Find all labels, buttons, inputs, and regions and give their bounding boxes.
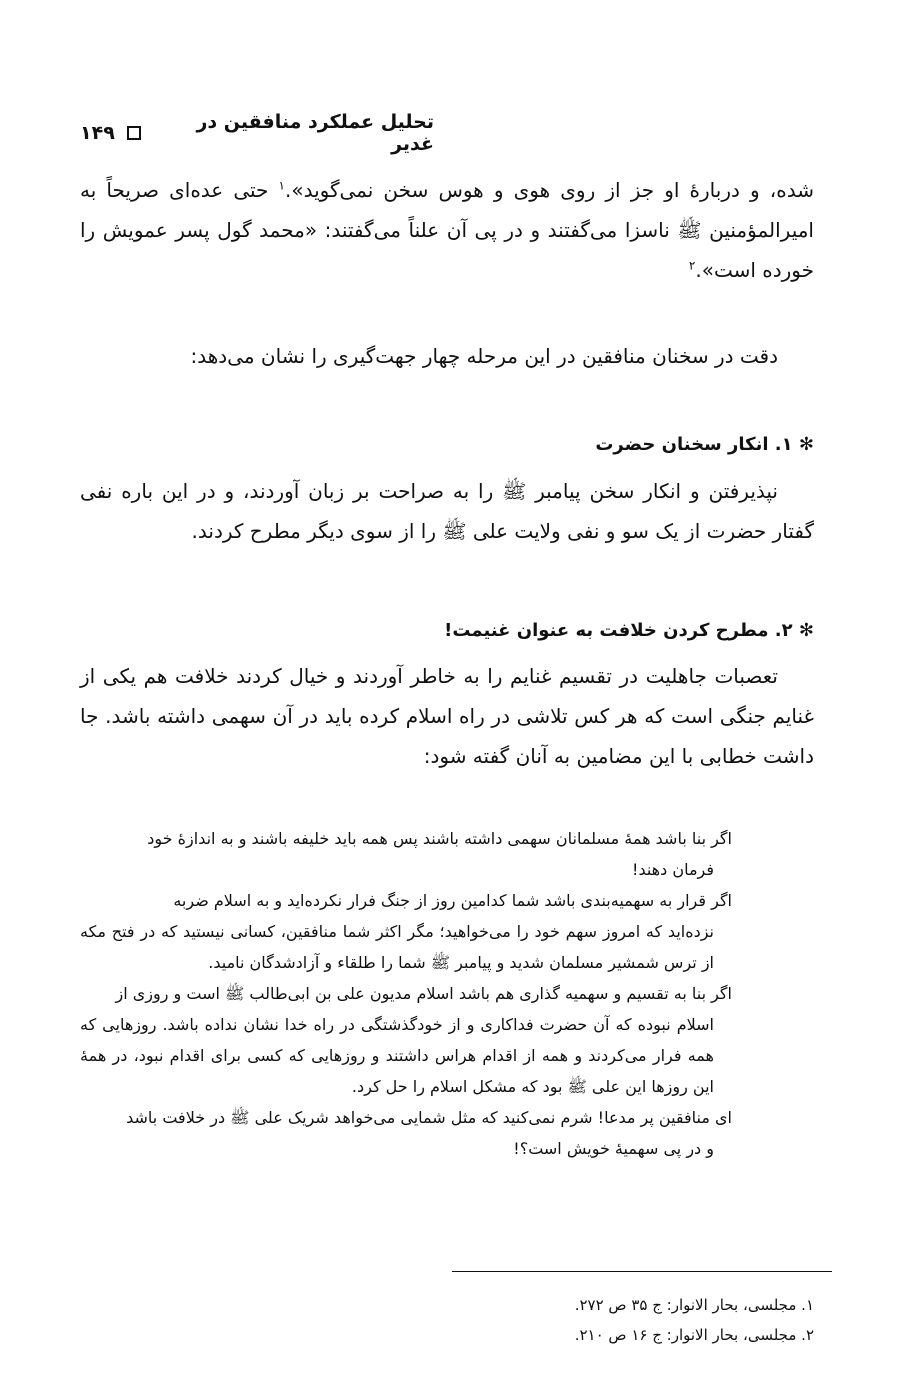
lead-sentence: دقت در سخنان منافقین در این مرحله چهار جهت‌گیری را نشان می‌دهد: <box>190 344 778 368</box>
section-body-2: تعصبات جاهلیت در تقسیم غنایم را به خاطر آوردند و خیال کردند خلافت هم یکی از غنایم جنگی است که هر کس تلاشی در راه اسلام کرده باید در آن سهمی داشته باشد. جا داشت خطابی با این مضامین به آنان گفته شود: <box>80 664 814 768</box>
section-heading-1: ✻ ۱. انکار سخنان حضرت <box>595 434 814 455</box>
intro-text-2: حتی عده‌ای صریحاً به امیرالمؤمنین ﷺ ناسزا می‌گفتند و در پی آن علناً می‌گفتند: «محمد گول پسر عمویش را خورده است». <box>80 178 814 282</box>
quote-item: اگر بنا به تقسیم و سهمیه گذاری هم باشد اسلام مدیون علی بن ابی‌طالب ﷺ است و روزی از اسلام نبوده که آن حضرت فداکاری و از خودگذشتگی در راه خدا نشان نداده باشد. روزهایی که همه فرار می‌کردند و همه از اقدام هراس داشتند و روزهایی که کسی برای اقدام نبود، در همهٔ این روزها این علی ﷺ بود که مشکل اسلام را حل کرد. <box>80 984 732 1096</box>
quote-item: اگر قرار به سهمیه‌بندی باشد شما کدامین روز از جنگ فرار نکرده‌اید و به اسلام ضربه نزده‌اید که امروز سهم خود را می‌خواهید؛ مگر اکثر شما منافقین، کسانی نیستید که در فتح مکه از ترس شمشیر مسلمان شدید و پیامبر ﷺ شما را طلقاء و آزادشدگان نامید. <box>80 891 732 972</box>
page-number: ۱۴۹ <box>80 122 115 144</box>
asterism-icon: ✻ <box>792 434 814 455</box>
quote-item: اگر بنا باشد همهٔ مسلمانان سهمی داشته باشند پس همه باید خلیفه باشند و به اندازهٔ خود فرمان دهند! <box>147 829 732 879</box>
section-body-1: نپذیرفتن و انکار سخن پیامبر ﷺ را به صراحت بر زبان آوردند، و در این باره نفی گفتار حضرت از یک سو و نفی ولایت علی ﷺ را از سوی دیگر مطرح کردند. <box>80 479 814 543</box>
footnote-1: ۱. مجلسی، بحار الانوار: ج ۳۵ ص ۲۷۲. <box>574 1296 814 1314</box>
footnote-2: ۲. مجلسی، بحار الانوار: ج ۱۶ ص ۲۱۰. <box>574 1326 814 1344</box>
square-separator-icon <box>127 126 141 140</box>
footnote-divider <box>452 1271 832 1272</box>
running-head <box>80 111 434 155</box>
running-title: تحلیل عملکرد منافقین در غدیر <box>196 111 434 155</box>
asterism-icon: ✻ <box>792 620 814 641</box>
intro-paragraph <box>80 170 814 290</box>
intro-text-1: شده، و دربارهٔ او جز از روی هوی و هوس سخن نمی‌گوید». <box>285 178 814 202</box>
section-heading-2: ✻ ۲. مطرح کردن خلافت به عنوان غنیمت! <box>444 620 814 641</box>
footnote-ref-1: ۱ <box>278 178 285 193</box>
footnote-ref-2: ۲ <box>688 258 696 273</box>
footnotes <box>80 1290 814 1350</box>
quote-block <box>80 823 732 1164</box>
quote-item: ای منافقین پر مدعا! شرم نمی‌کنید که مثل شمایی می‌خواهد شریک علی ﷺ در خلافت باشد و در پی سهمیهٔ خویش است؟! <box>126 1108 732 1158</box>
